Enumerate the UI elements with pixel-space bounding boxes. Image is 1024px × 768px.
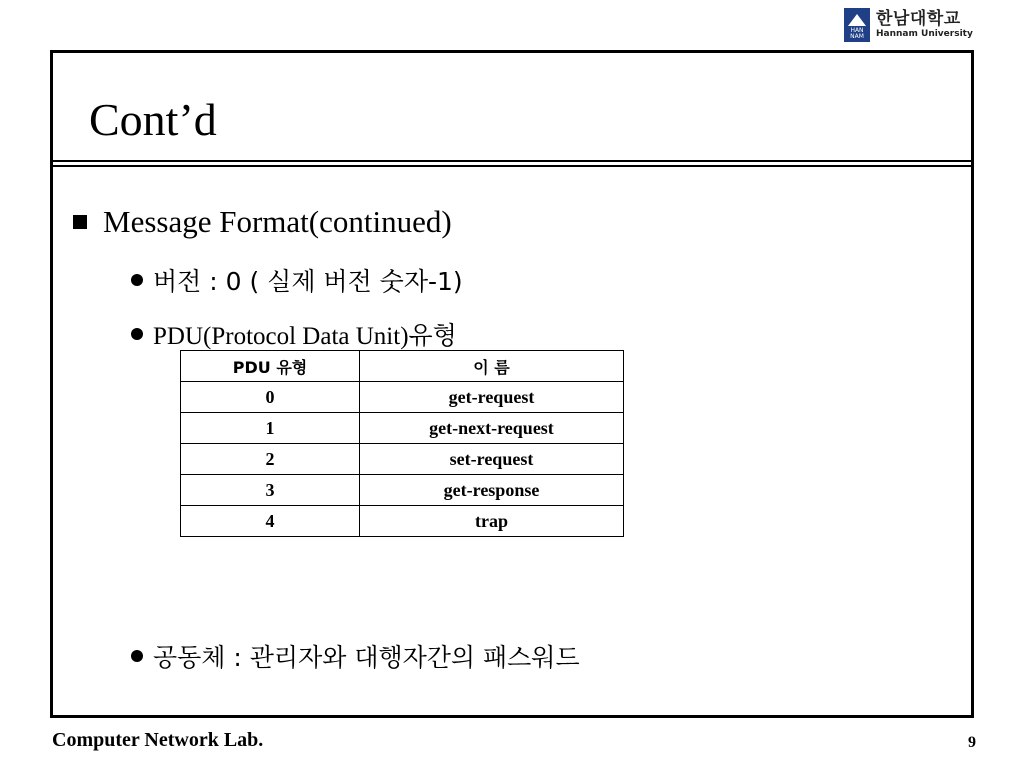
table-cell-pdu-number: 2 bbox=[181, 444, 360, 475]
round-bullet-icon bbox=[131, 650, 143, 662]
title-divider-bottom bbox=[53, 165, 971, 167]
square-bullet-icon bbox=[73, 215, 87, 229]
table-cell-pdu-number: 1 bbox=[181, 413, 360, 444]
main-bullet bbox=[73, 204, 452, 240]
table-cell-pdu-number: 3 bbox=[181, 475, 360, 506]
table-row bbox=[181, 506, 624, 537]
sub-bullet-text: PDU(Protocol Data Unit)유형 bbox=[153, 323, 457, 350]
table-row bbox=[181, 475, 624, 506]
table-cell-pdu-name: get-request bbox=[360, 382, 624, 413]
pdu-type-table bbox=[180, 350, 624, 537]
title-divider-top bbox=[53, 160, 971, 162]
round-bullet-icon bbox=[131, 328, 143, 340]
sub-bullet-text: 공동체 : 관리자와 대행자간의 패스워드 bbox=[153, 643, 580, 672]
slide-frame bbox=[50, 50, 974, 718]
university-logo bbox=[844, 8, 973, 42]
sub-bullet-version bbox=[131, 262, 463, 298]
slide-title: Cont’d bbox=[89, 94, 217, 145]
university-emblem-icon bbox=[844, 8, 870, 42]
emblem-text: HAN NAM bbox=[850, 27, 864, 40]
page-number: 9 bbox=[968, 734, 976, 751]
main-bullet-text: Message Format(continued) bbox=[103, 204, 452, 239]
sub-bullet-pdu-type bbox=[131, 316, 457, 352]
table-cell-pdu-name: get-response bbox=[360, 475, 624, 506]
sub-bullet-text: 버전 : 0 ( 실제 버전 숫자-1) bbox=[153, 267, 463, 296]
table-row bbox=[181, 382, 624, 413]
logo-english-name: Hannam University bbox=[876, 29, 973, 39]
table-row bbox=[181, 444, 624, 475]
table-header-pdu-type: PDU 유형 bbox=[181, 351, 360, 382]
table-cell-pdu-name: set-request bbox=[360, 444, 624, 475]
logo-korean-name: 한남대학교 bbox=[876, 9, 961, 29]
sub-bullet-community bbox=[131, 638, 580, 674]
table-cell-pdu-name: get-next-request bbox=[360, 413, 624, 444]
footer-lab-name: Computer Network Lab. bbox=[52, 729, 264, 751]
table-row bbox=[181, 413, 624, 444]
table-header-name: 이 름 bbox=[360, 351, 624, 382]
table-cell-pdu-number: 0 bbox=[181, 382, 360, 413]
table-cell-pdu-name: trap bbox=[360, 506, 624, 537]
round-bullet-icon bbox=[131, 274, 143, 286]
table-header-row bbox=[181, 351, 624, 382]
table-cell-pdu-number: 4 bbox=[181, 506, 360, 537]
